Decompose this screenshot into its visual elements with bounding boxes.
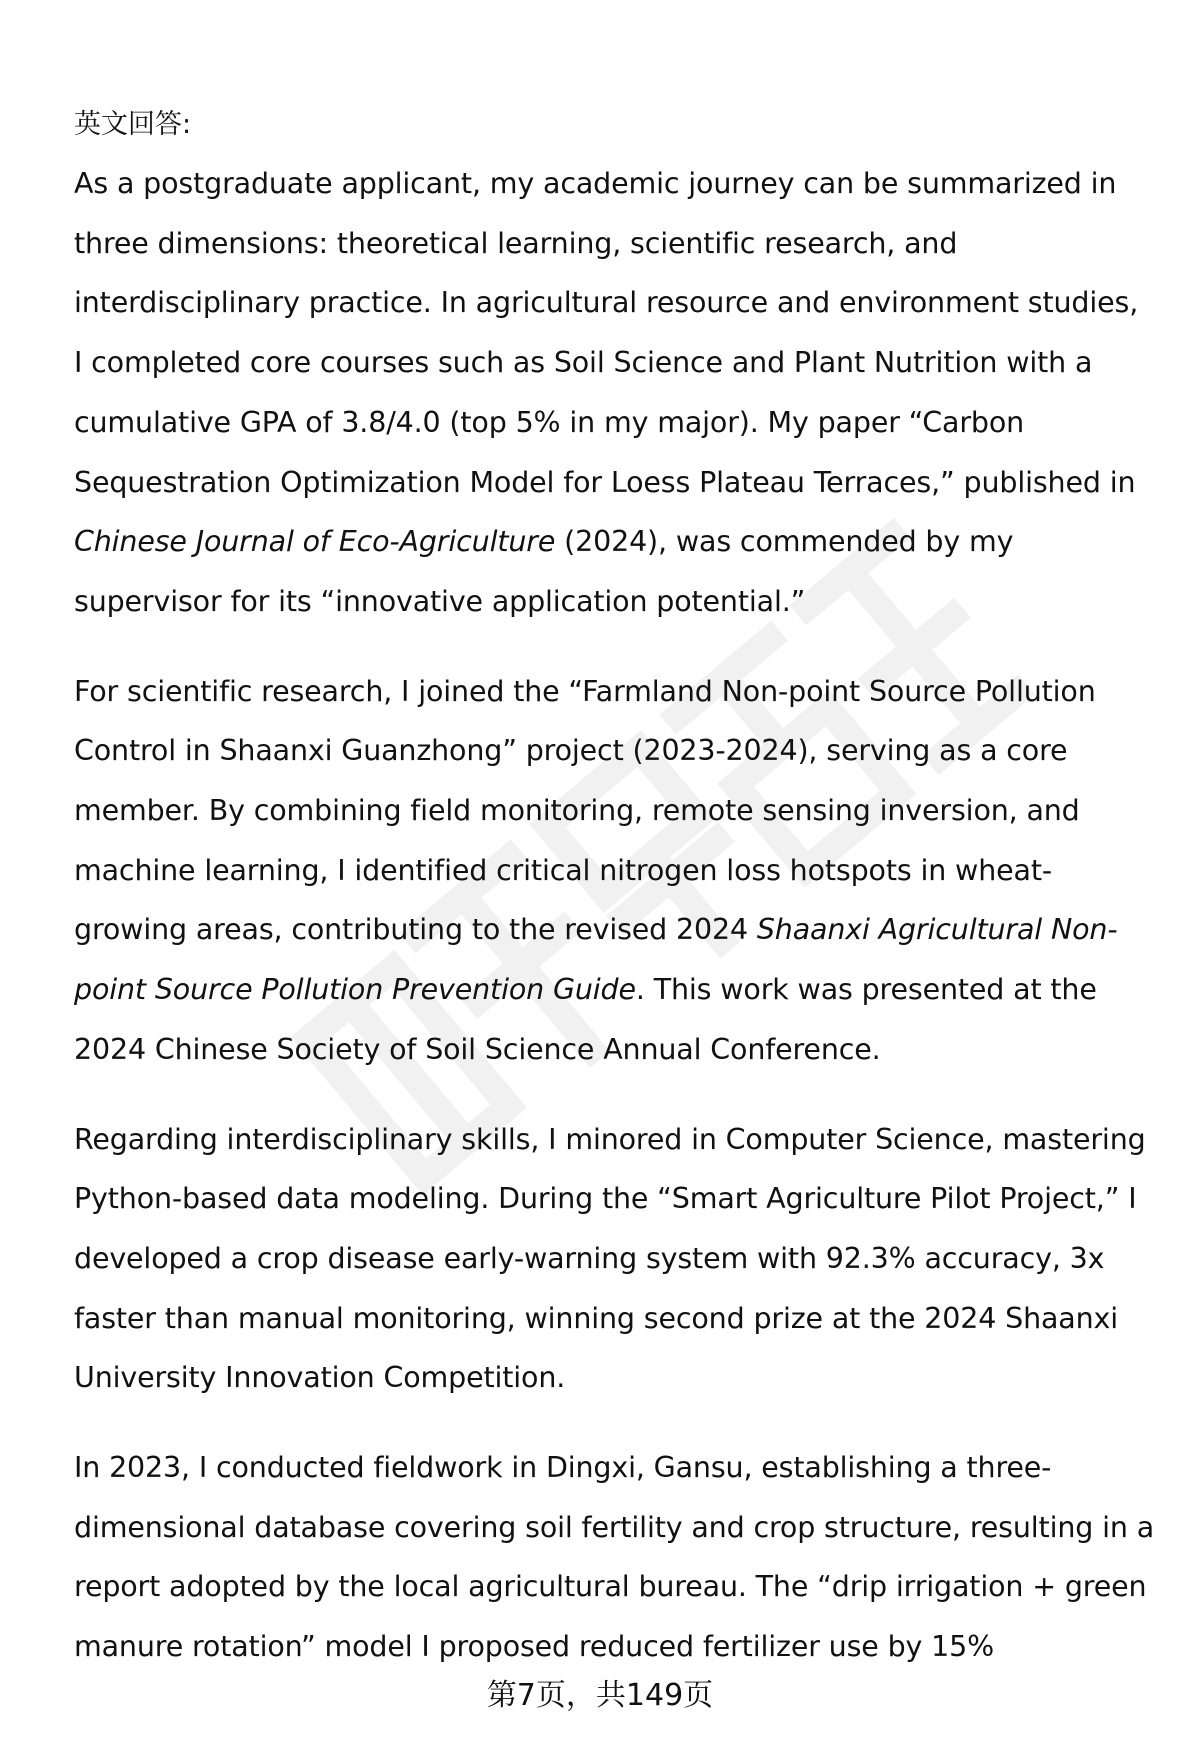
page-number-footer: 第7页，共149页 xyxy=(486,1678,714,1713)
italic-title-text: Chinese Journal of Eco-Agriculture xyxy=(74,525,556,559)
body-paragraph xyxy=(74,154,1154,632)
body-paragraph xyxy=(74,1110,1154,1409)
body-paragraph xyxy=(74,662,1154,1080)
paragraph-text: (2024), was commended by my supervisor for its “innovative application potential.” xyxy=(74,525,1014,618)
paragraph-text: Regarding interdisciplinary skills, I minored in Computer Science, mastering Python-based data modeling. During the “Smart Agriculture Pilot Project,” I developed a crop disease early-warning system with 92.3% accuracy, 3x faster than manual monitoring, winning second prize at the 2024 Shaanxi University Innovation Competition. xyxy=(74,1122,1146,1395)
section-heading: 英文回答: xyxy=(74,109,192,140)
body-paragraph xyxy=(74,1438,1154,1677)
paragraph-text: In 2023, I conducted fieldwork in Dingxi, Gansu, establishing a three-dimensional database covering soil fertility and crop structure, resulting in a report adopted by the local agricultural bureau. The “drip irrigation + green manure rotation” model I proposed reduced fertilizer use by 15% xyxy=(74,1451,1155,1664)
paragraph-text: . This work was presented at the 2024 Chinese Society of Soil Science Annual Conference. xyxy=(74,973,1097,1066)
document-body xyxy=(74,96,1154,1707)
paragraph-text: For scientific research, I joined the “Farmland Non-point Source Pollution Control in Shaanxi Guanzhong” project (2023-2024), serving as a core member. By combining field monitoring, remote sensing inversion, and machine learning, I identified critical nitrogen loss hotspots in wheat-growing areas, contributing to the revised 2024 xyxy=(74,674,1096,947)
paragraph-text: As a postgraduate applicant, my academic journey can be summarized in three dimensions: theoretical learning, scientific research, and interdisciplinary practice. In agricultural resource and environment studies, I completed core courses such as Soil Science and Plant Nutrition with a cumulative GPA of 3.8/4.0 (top 5% in my major). My paper “Carbon Sequestration Optimization Model for Loess Plateau Terraces,” published in xyxy=(74,167,1139,499)
paragraph-list xyxy=(74,154,1154,1677)
italic-title-text: Shaanxi Agricultural Non-point Source Pollution Prevention Guide xyxy=(74,913,1118,1007)
